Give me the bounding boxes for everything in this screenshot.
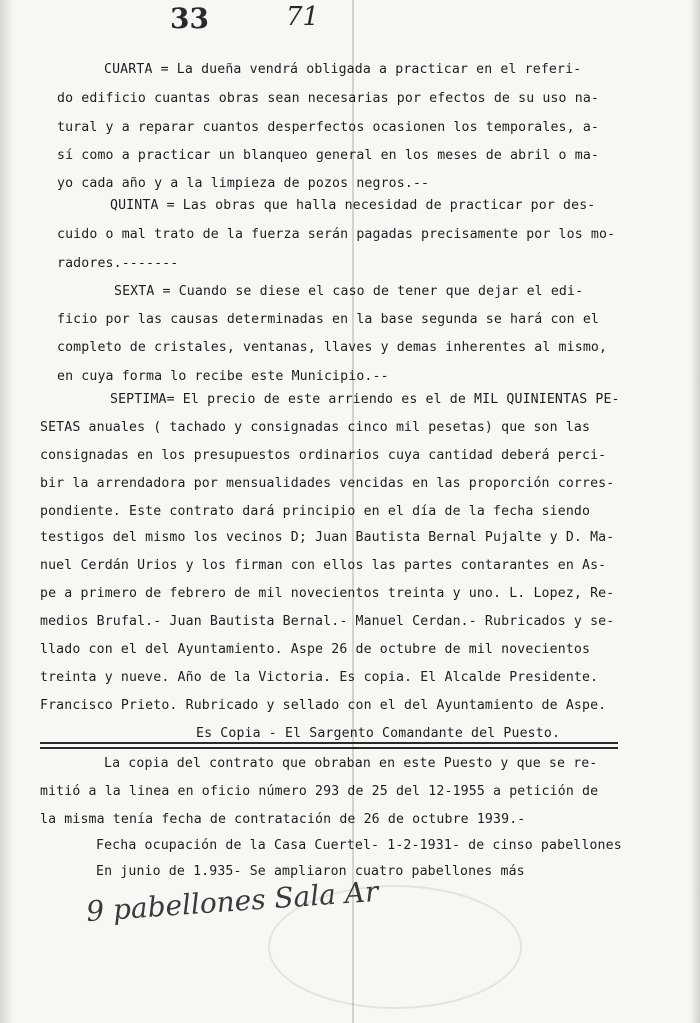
text-line: CUARTA = La dueña vendrá obligada a practicar en el referi- bbox=[104, 62, 582, 77]
text-line: en cuya forma lo recibe este Municipio.-- bbox=[57, 369, 389, 384]
text-line: La copia del contrato que obraban en este Puesto y que se re- bbox=[104, 756, 598, 771]
margin-annotation-number: 71 bbox=[286, 2, 320, 32]
text-line: medios Brufal.- Juan Bautista Bernal.- Manuel Cerdan.- Rubricados y se- bbox=[40, 614, 615, 629]
folio-number: 33 bbox=[170, 2, 209, 35]
handwritten-note: 9 pabellones Sala Ar bbox=[85, 874, 380, 929]
text-line: radores.------- bbox=[57, 256, 179, 271]
text-line: ficio por las causas determinadas en la base segunda se hará con el bbox=[57, 312, 599, 327]
double-rule-divider bbox=[40, 742, 618, 744]
text-line: SETAS anuales ( tachado y consignadas cinco mil pesetas) que son las bbox=[40, 420, 591, 435]
text-line: treinta y nueve. Año de la Victoria. Es copia. El Alcalde Presidente. bbox=[40, 670, 599, 685]
text-line: pondiente. Este contrato dará principio en el día de la fecha siendo bbox=[40, 504, 591, 519]
page-edge-shadow-right bbox=[690, 0, 700, 1023]
text-line: cuido o mal trato de la fuerza serán pagadas precisamente por los mo- bbox=[57, 227, 616, 242]
text-line: consignadas en los presupuestos ordinarios cuya cantidad deberá perci- bbox=[40, 448, 607, 463]
text-line: llado con el del Ayuntamiento. Aspe 26 de octubre de mil novecientos bbox=[40, 642, 591, 657]
text-line: yo cada año y a la limpieza de pozos negros.-- bbox=[57, 176, 430, 191]
text-line: tural y a reparar cuantos desperfectos ocasionen los temporales, a- bbox=[57, 120, 599, 135]
page-edge-shadow-left bbox=[0, 0, 14, 1023]
text-line: la misma tenía fecha de contratación de 26 de octubre 1939.- bbox=[40, 812, 526, 827]
text-line: Fecha ocupación de la Casa Cuertel- 1-2-1931- de cinso pabellones bbox=[96, 838, 622, 853]
text-line: Francisco Prieto. Rubricado y sellado con el del Ayuntamiento de Aspe. bbox=[40, 698, 607, 713]
text-line: En junio de 1.935- Se ampliaron cuatro pabellones más bbox=[96, 864, 525, 879]
text-line: mitió a la linea en oficio número 293 de 25 del 12-1955 a petición de bbox=[40, 784, 599, 799]
text-line: SEXTA = Cuando se diese el caso de tener que dejar el edi- bbox=[114, 284, 584, 299]
text-line: SEPTIMA= El precio de este arriendo es el de MIL QUINIENTAS PE- bbox=[110, 392, 620, 407]
text-line: Es Copia - El Sargento Comandante del Puesto. bbox=[196, 726, 561, 741]
text-line: nuel Cerdán Urios y los firman con ellos las partes contarantes en As- bbox=[40, 558, 607, 573]
text-line: bir la arrendadora por mensualidades vencidas en las proporción corres- bbox=[40, 476, 615, 491]
text-line: pe a primero de febrero de mil novecientos treinta y uno. L. Lopez, Re- bbox=[40, 586, 615, 601]
text-line: testigos del mismo los vecinos D; Juan Bautista Bernal Pujalte y D. Ma- bbox=[40, 530, 615, 545]
text-line: do edificio cuantas obras sean necesarias por efectos de su uso na- bbox=[57, 91, 599, 106]
text-line: completo de cristales, ventanas, llaves y demas inherentes al mismo, bbox=[57, 340, 608, 355]
text-line: sí como a practicar un blanqueo general en los meses de abril o ma- bbox=[57, 148, 599, 163]
text-line: QUINTA = Las obras que halla necesidad de practicar por des- bbox=[110, 198, 596, 213]
double-rule-divider-lower bbox=[40, 747, 618, 749]
